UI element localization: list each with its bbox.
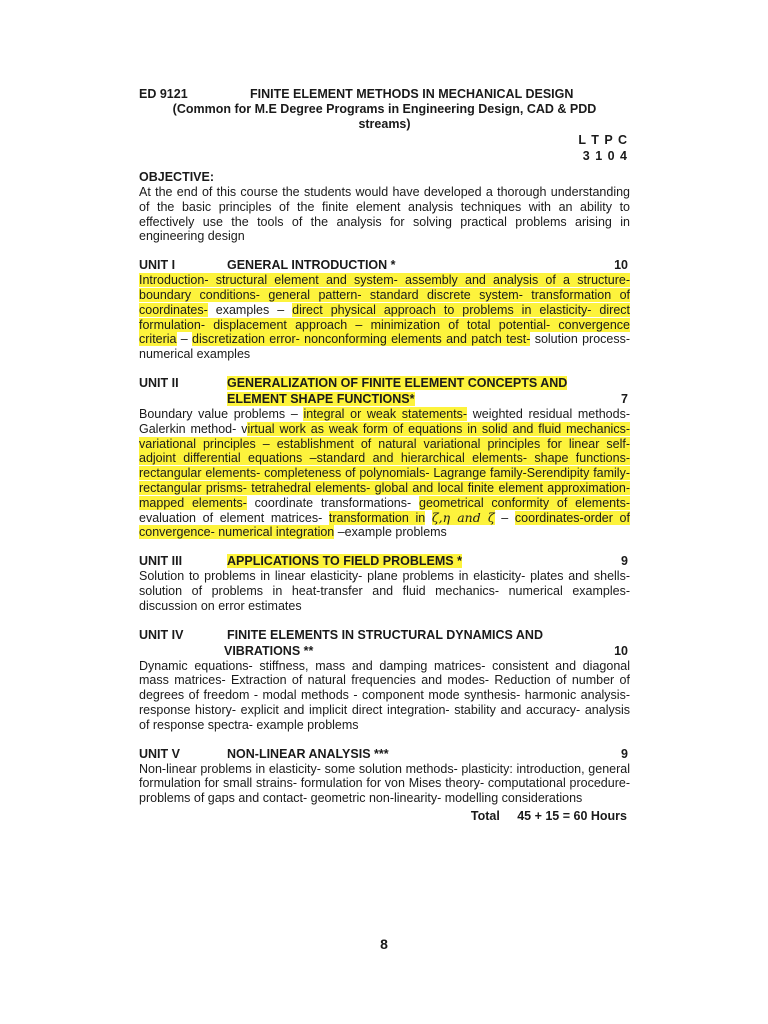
unit-2-heading — [139, 375, 630, 407]
body-text: examples – — [207, 302, 293, 317]
highlighted-text: transformation in — [328, 510, 426, 525]
course-title: FINITE ELEMENT METHODS IN MECHANICAL DESIGN — [250, 87, 574, 101]
highlighted-text: integral or weak statements- — [303, 406, 468, 421]
unit-1-heading — [139, 257, 630, 273]
unit-2-content — [139, 407, 630, 540]
body-text: – — [176, 332, 193, 347]
highlighted-text: coordinates-order of convergence- numerical integration — [139, 510, 630, 540]
page-number: 8 — [380, 936, 388, 952]
highlighted-text: irtual work as weak form of equations in solid and fluid mechanics- variational principles – establishment of natural variational principles for linear self-adjoint differential equations –standard and hierarchical elements- shape functions- rectangular elements- completeness of polynomials- Lagrange family-Serendipity family- rectangular prisms- tetrahedral elements- global and local finite element approximation- mapped elements- — [139, 421, 630, 510]
unit-hours: 10 — [614, 258, 628, 273]
total-hours — [139, 808, 630, 824]
unit-4-heading — [139, 627, 630, 659]
objective-text: At the end of this course the students would have developed a thorough understanding of the basic principles of the finite element analysis techniques with an ability to effectively use the tools of the analysis for solving practical problems arising in engineering design — [139, 185, 630, 244]
objective-heading: OBJECTIVE: — [139, 170, 215, 184]
greek-coordinates: ζ,η and ζ — [431, 509, 495, 525]
unit-label: UNIT III — [139, 554, 183, 569]
highlighted-text: geometrical conformity of elements- — [419, 495, 631, 510]
unit-5-heading — [139, 746, 630, 762]
total-value: 45 + 15 = 60 Hours — [517, 808, 627, 823]
ltpc-label: L T P C — [578, 133, 628, 147]
body-text: solution process- numerical examples — [139, 332, 631, 362]
unit-4-content: Dynamic equations- stiffness, mass and damping matrices- consistent and diagonal mass matrices- Extraction of natural frequencies and modes- Reduction of number of degrees of freedom - modal methods - component mode synthesis- harmonic analysis- response history- explicit and implicit direct integration- stability and accuracy- analysis of response spectra- example problems — [139, 658, 630, 732]
body-text: coordinate transformations- — [246, 495, 419, 510]
unit-3-heading — [139, 553, 630, 569]
unit-label: UNIT V — [139, 746, 180, 761]
ltpc-values: 3 1 0 4 — [582, 149, 628, 163]
course-subtitle-line2: streams) — [358, 117, 411, 131]
unit-title-line1: GENERALIZATION OF FINITE ELEMENT CONCEPTS AND — [227, 375, 568, 390]
unit-hours: 7 — [621, 391, 628, 406]
unit-label: UNIT II — [139, 375, 179, 390]
unit-title — [227, 375, 567, 407]
unit-3-content: Solution to problems in linear elasticity- plane problems in elasticity- plates and shells- solution of problems in heat-transfer and fluid mechanics- numerical examples- discussion on error estimates — [139, 569, 630, 613]
unit-label: UNIT IV — [139, 627, 184, 642]
unit-title-line2: ELEMENT SHAPE FUNCTIONS* — [227, 391, 415, 406]
body-text: –example problems — [334, 525, 447, 540]
syllabus-page — [139, 86, 630, 824]
unit-5-content: Non-linear problems in elasticity- some solution methods- plasticity: introduction, general formulation for small strains- formulation for von Mises theory- computational procedure- problems of gaps and contact- geometric non-linearity- modelling considerations — [139, 761, 630, 806]
unit-1-content — [139, 273, 630, 362]
unit-hours: 10 — [614, 643, 628, 658]
unit-hours: 9 — [621, 554, 628, 569]
course-title-row — [139, 86, 630, 102]
body-text: weighted residual methods-Galerkin method- v — [139, 406, 630, 436]
highlighted-text: direct physical approach to problems in elasticity- direct formulation- displacement approach – minimization of total potential- convergence criteria — [139, 302, 630, 347]
unit-title: APPLICATIONS TO FIELD PROBLEMS * — [227, 554, 462, 569]
course-subtitle: (Common for M.E Degree Programs in Engineering Design, CAD & PDD — [172, 102, 597, 116]
unit-title-line1: FINITE ELEMENTS IN STRUCTURAL DYNAMICS AND — [227, 627, 543, 642]
unit-title: GENERAL INTRODUCTION * — [227, 258, 396, 273]
unit-hours: 9 — [621, 746, 628, 761]
body-text: evaluation of element matrices- — [139, 510, 329, 525]
body-text: – — [494, 510, 515, 525]
highlighted-text: Introduction- structural element and system- assembly and analysis of a structure-boundary conditions- general pattern- standard discrete system- transformation of coordinates- — [139, 273, 630, 317]
unit-title-line2: VIBRATIONS ** — [224, 643, 314, 658]
total-label: Total — [470, 808, 500, 823]
body-text: Boundary value problems – — [139, 406, 304, 421]
course-code: ED 9121 — [139, 87, 188, 101]
unit-label: UNIT I — [139, 258, 176, 273]
unit-title: NON-LINEAR ANALYSIS *** — [227, 746, 389, 761]
highlighted-text: discretization error- nonconforming elements and patch test- — [192, 332, 531, 347]
